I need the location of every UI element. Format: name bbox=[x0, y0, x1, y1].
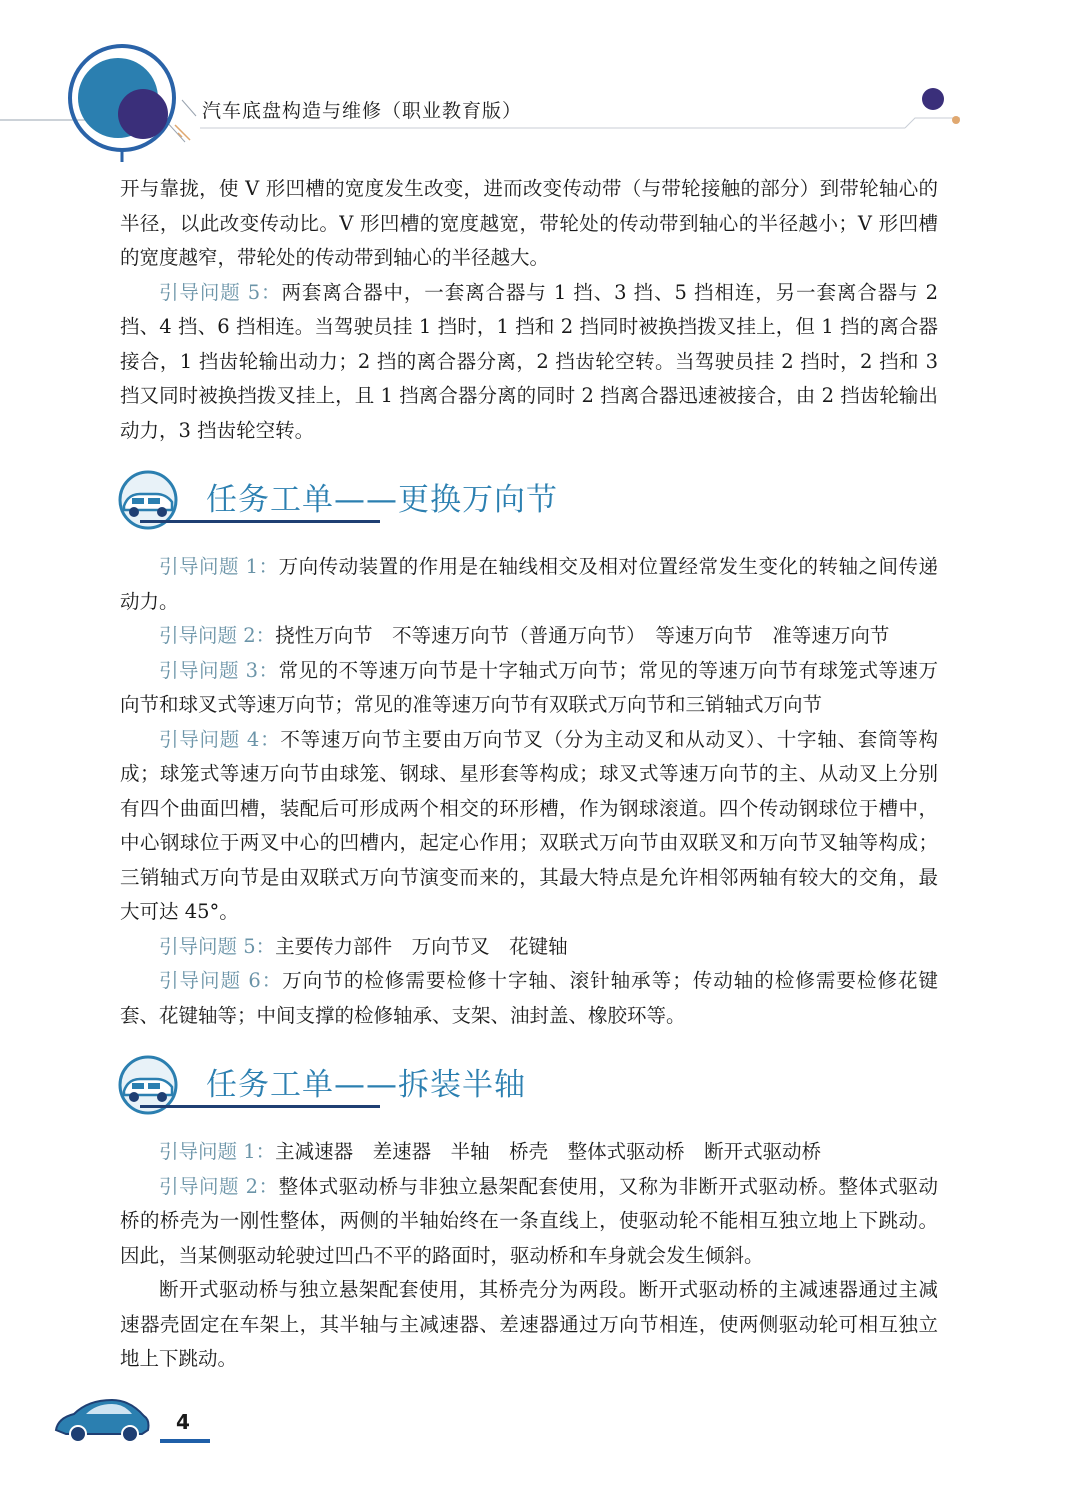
question-label: 引导问题 5： bbox=[159, 280, 282, 304]
section-underline bbox=[140, 1105, 380, 1108]
question-text: 主要传力部件 万向节叉 花键轴 bbox=[275, 934, 568, 958]
header-decoration bbox=[0, 0, 1084, 170]
section-title: 任务工单——更换万向节 bbox=[206, 482, 558, 518]
question-text: 万向节的检修需要检修十字轴、滚针轴承等；传动轴的检修需要检修花键套、花键轴等；中间支撑的检修轴承、支架、油封盖、橡胶环等。 bbox=[120, 969, 938, 1027]
car-icon bbox=[52, 1392, 152, 1446]
book-title: 汽车底盘构造与维修（职业教育版） bbox=[202, 100, 523, 122]
s2-question-2 bbox=[120, 1170, 938, 1274]
s1-question-6 bbox=[120, 964, 938, 1033]
s1-question-1 bbox=[120, 550, 938, 619]
page-number: 4 bbox=[176, 1410, 190, 1434]
question-text: 主减速器 差速器 半轴 桥壳 整体式驱动桥 断开式驱动桥 bbox=[275, 1140, 822, 1163]
section-header-replace-universal-joint bbox=[110, 468, 938, 542]
section-title: 任务工单——拆装半轴 bbox=[206, 1067, 526, 1103]
s1-question-2 bbox=[120, 619, 938, 654]
section-header-half-shaft bbox=[110, 1053, 938, 1127]
section-underline bbox=[140, 520, 380, 523]
question-text: 常见的不等速万向节是十字轴式万向节；常见的等速万向节有球笼式等速万向节和球叉式等速万向节；常见的准等速万向节有双联式万向节和三销轴式万向节 bbox=[120, 658, 938, 716]
question-text: 万向传动装置的作用是在轴线相交及相对位置经常发生变化的转轴之间传递动力。 bbox=[120, 555, 938, 613]
question-label: 引导问题 2： bbox=[159, 1174, 279, 1198]
question-label: 引导问题 1： bbox=[159, 1140, 276, 1163]
question-label: 引导问题 2： bbox=[159, 624, 276, 647]
s2-question-1 bbox=[120, 1135, 938, 1170]
question-text: 整体式驱动桥与非独立悬架配套使用，又称为非断开式驱动桥。整体式驱动桥的桥壳为一刚性整体，两侧的半轴始终在一条直线上，使驱动轮不能相互独立地上下跳动。因此，当某侧驱动轮驶过凹凸不平的路面时，驱动桥和车身就会发生倾斜。 bbox=[120, 1174, 938, 1267]
question-label: 引导问题 3： bbox=[159, 658, 279, 682]
s1-question-3 bbox=[120, 654, 938, 723]
question-label: 引导问题 1： bbox=[159, 555, 279, 578]
intro-question-5 bbox=[120, 276, 938, 449]
page-number-bar bbox=[160, 1439, 210, 1443]
question-text: 两套离合器中，一套离合器与 1 挡、3 挡、5 挡相连，另一套离合器与 2 挡、4 挡、6 挡相连。当驾驶员挂 1 挡时，1 挡和 2 挡同时被换挡拨叉挂上，但 1 挡的离合器接合，1 挡齿轮输出动力；2 挡的离合器分离，2 挡齿轮空转。当驾驶员挂 2 挡时，2 挡和 3 挡又同时被换挡拨叉挂上，且 1 挡离合器分离的同时 2 挡离合器迅速被接合，由 2 挡齿轮输出动力，3 挡齿轮空转。 bbox=[120, 280, 938, 442]
intro-paragraph: 开与靠拢，使 V 形凹槽的宽度发生改变，进而改变传动带（与带轮接触的部分）到带轮轴心的半径，以此改变传动比。V 形凹槽的宽度越宽，带轮处的传动带到轴心的半径越小；V 形凹槽的宽度越窄，带轮处的传动带到轴心的半径越大。 bbox=[120, 177, 938, 269]
question-label: 引导问题 4： bbox=[159, 727, 281, 751]
page-content bbox=[120, 172, 938, 1377]
question-label: 引导问题 5： bbox=[159, 934, 276, 958]
question-text: 不等速万向节主要由万向节叉（分为主动叉和从动叉）、十字轴、套筒等构成；球笼式等速万向节由球笼、钢球、星形套等构成；球叉式等速万向节的主、从动叉上分别有四个曲面凹槽，装配后可形成两个相交的环形槽，作为钢球滚道。四个传动钢球位于槽中，中心钢球位于两叉中心的凹槽内，起定心作用；双联式万向节由双联叉和万向节叉轴等构成；三销轴式万向节是由双联式万向节演变而来的，其最大特点是允许相邻两轴有较大的交角，最大可达 45°。 bbox=[120, 727, 938, 923]
s1-question-5 bbox=[120, 930, 938, 965]
s1-question-4 bbox=[120, 723, 938, 930]
s2-closing-paragraph: 断开式驱动桥与独立悬架配套使用，其桥壳分为两段。断开式驱动桥的主减速器通过主减速器壳固定在车架上，其半轴与主减速器、差速器通过万向节相连，使两侧驱动轮可相互独立地上下跳动。 bbox=[120, 1278, 938, 1370]
question-label: 引导问题 6： bbox=[159, 969, 283, 992]
question-text: 挠性万向节 不等速万向节（普通万向节） 等速万向节 准等速万向节 bbox=[275, 624, 890, 647]
